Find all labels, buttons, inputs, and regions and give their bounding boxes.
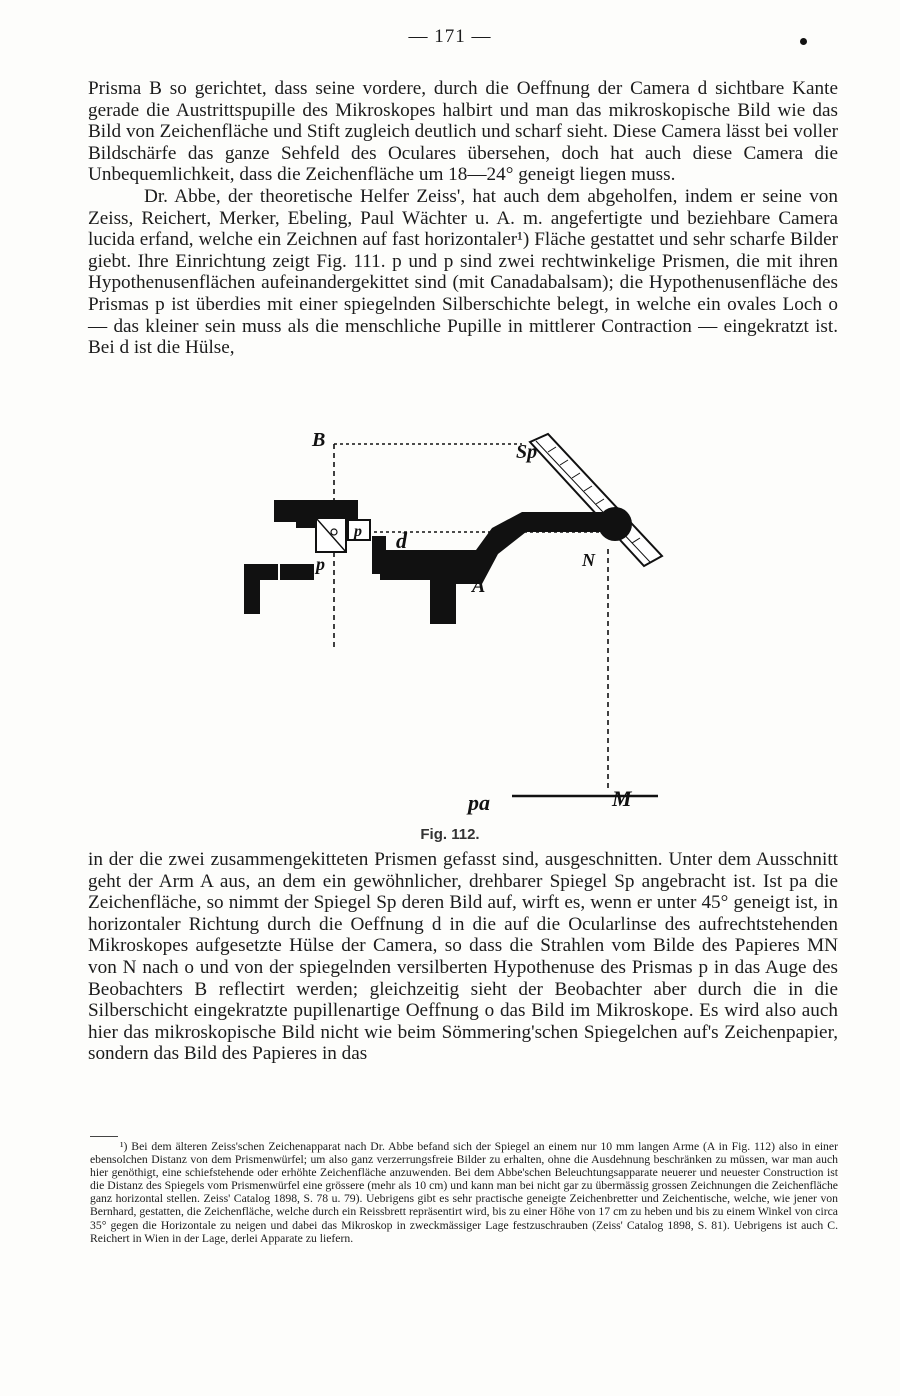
label-b: B bbox=[312, 429, 326, 451]
body-text-bottom bbox=[88, 849, 838, 1065]
arm-a bbox=[380, 512, 615, 624]
mirror-edge bbox=[536, 441, 650, 562]
footnote bbox=[90, 1140, 838, 1245]
ink-spot bbox=[800, 38, 807, 45]
camera-lucida-diagram bbox=[230, 424, 690, 824]
housing-left-block bbox=[280, 564, 314, 580]
label-sp: Sp bbox=[516, 441, 538, 463]
figure-caption: Fig. 112. bbox=[420, 826, 480, 843]
label-d: d bbox=[396, 528, 407, 553]
label-p1: p bbox=[354, 523, 362, 540]
housing-inner bbox=[372, 536, 386, 574]
page-number: — 171 — bbox=[408, 26, 492, 47]
paragraph: Prisma B so gerichtet, dass seine vordere, durch die Oeffnung der Camera d sichtbare Kante gerade die Austrittspupille des Mikroskopes halbirt und man das mikroskopische Bild wie das Bild von Zeichenfläche und Stift zugleich deutlich und scharf sieht. Diese Camera lässt bei voller Bildschärfe das ganze Sehfeld des Oculares übersehen, doch hat auch diese Camera die Unbequemlichkeit, dass die Zeichenfläche um 18—24° geneigt liegen muss. bbox=[88, 78, 838, 186]
footnote-rule bbox=[90, 1136, 118, 1137]
body-text-top bbox=[88, 78, 838, 359]
housing-left-step bbox=[244, 564, 278, 614]
paragraph: in der die zwei zusammengekitteten Prismen gefasst sind, ausgeschnitten. Unter dem Ausschnitt geht der Arm A aus, an dem ein gewöhnlicher, drehbarer Spiegel Sp angebracht ist. Ist pa die Zeichenfläche, so nimmt der Spiegel Sp deren Bild auf, wirft es, wenn er unter 45° geneigt ist, in horizontaler Richtung durch die Oeffnung d in die auf die Ocularlinse des aufrechtstehenden Mikroskopes aufgesetzte Hülse der Camera, so dass die Strahlen vom Bilde des Papieres MN von N nach o und von der spiegelnden versilberten Hypothenuse des Prismas p in das Auge des Beobachters B reflectirt werden; gleichzeitig sieht der Beobachter aber durch die in die Silberschicht eingekratzte pupillenartige Oeffnung o das Bild im Mikroskope. Es wird also auch hier das mikroskopische Bild nicht wie beim Sömmering'schen Spiegelchen auf's Zeichenpapier, sondern das Bild des Papieres in das bbox=[88, 849, 838, 1065]
label-a: A bbox=[472, 575, 486, 597]
hole-o bbox=[331, 529, 337, 535]
label-pa: pa bbox=[468, 790, 490, 815]
footnote-text: ¹) Bei dem älteren Zeiss'schen Zeichenapparat nach Dr. Abbe befand sich der Spiegel an einem nur 10 mm langen Arme (A in Fig. 112) also in einer ebensolchen Distanz von dem Prismenwürfel; um also ganz verzerrungsfreie Bilder zu erhalten, ohne die Ausdehnung beschränken zu müssen, war man auch hier genöthigt, eine schiefstehende oder erhöhte Zeichenfläche anzuwenden. Bei dem Abbe'schen Beleuchtungsapparate neuerer und neuester Construction ist die Distanz des Spiegels vom Prismenwürfel eine grössere (mehr als 10 cm) und kann man bei nicht gar zu übermässig grossen Zeichnungen die Zeichenfläche ganz horizontal stellen. Zeiss' Catalog 1898, S. 78 u. 79). Uebrigens gibt es sehr practische geneigte Zeichenbretter und Zeichentische, welche, wie jener von Bernhard, gestatten, die Zeichenfläche, welche durch ein Reissbrett repräsentirt wird, bis zu einer Höhe von 17 cm zu heben und bis zu einem Winkel von circa 35° gegen die Horizontale zu neigen und dabei das Mikroskop in zweckmässiger Lage festzuschrauben (Zeiss' Catalog 1898, S. 81). Uebrigens ist auch C. Reichert in Wien in der Lage, derlei Apparate zu liefern. bbox=[90, 1140, 838, 1245]
label-m: M bbox=[612, 786, 632, 811]
mirror-sp bbox=[530, 434, 662, 566]
label-n: N bbox=[582, 550, 595, 570]
label-p: p bbox=[316, 554, 325, 574]
figure-camera-lucida bbox=[230, 424, 690, 824]
paragraph: Dr. Abbe, der theoretische Helfer Zeiss', hat auch dem abgeholfen, indem er seine von Zeiss, Reichert, Merker, Ebeling, Paul Wächter u. A. m. angefertigte und beziehbare Camera lucida erfand, welche ein Zeichnen auf fast horizontaler¹) Fläche gestattet und sehr scharfe Bilder giebt. Ihre Einrichtung zeigt Fig. 111. p und p sind zwei rechtwinkelige Prismen, die mit ihren Hypothenusenflächen aufeinandergekittet sind (mit Canadabalsam); die Hypothenusenfläche des Prismas p ist überdies mit einer spiegelnden Silberschichte belegt, in welche ein ovales Loch o — das kleiner sein muss als die menschliche Pupille in mittlerer Contraction — eingekratzt ist. Bei d ist die Hülse, bbox=[88, 185, 838, 359]
